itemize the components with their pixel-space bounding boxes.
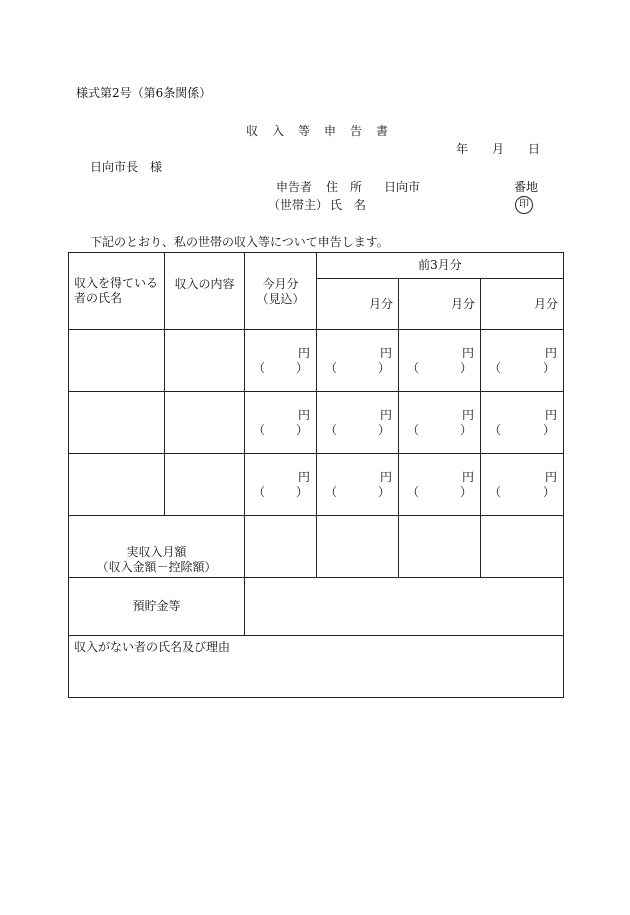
savings-value[interactable] <box>245 578 564 636</box>
no-income-label: 収入がない者の氏名及び理由 <box>74 640 231 654</box>
amount-cell[interactable]: 円 （ ） <box>481 392 564 454</box>
amount-cell[interactable]: 円 （ ） <box>481 454 564 516</box>
header-month-2: 月分 <box>399 279 481 330</box>
income-table <box>68 252 564 698</box>
amount-cell[interactable]: 円 （ ） <box>245 330 317 392</box>
amount-cell[interactable]: 円 （ ） <box>399 330 481 392</box>
savings-label: 預貯金等 <box>69 578 245 636</box>
income-content-cell[interactable] <box>165 454 245 516</box>
amount-cell[interactable]: 円 （ ） <box>317 392 399 454</box>
income-content-cell[interactable] <box>165 330 245 392</box>
addressee: 日向市長 様 <box>90 160 163 174</box>
net-income-label: 実収入月額 （収入金額－控除額） <box>69 516 245 578</box>
income-content-cell[interactable] <box>165 392 245 454</box>
net-income-month-3[interactable] <box>481 516 564 578</box>
amount-cell[interactable]: 円 （ ） <box>317 330 399 392</box>
header-month-1: 月分 <box>317 279 399 330</box>
name-label: 氏 名 <box>330 198 367 212</box>
document-title: 収 入 等 申 告 書 <box>246 124 390 138</box>
net-income-month-1[interactable] <box>317 516 399 578</box>
banchi-label: 番地 <box>514 180 539 194</box>
earner-name-cell[interactable] <box>69 392 165 454</box>
amount-cell[interactable]: 円 （ ） <box>399 454 481 516</box>
intro-text: 下記のとおり、私の世帯の収入等について申告します。 <box>90 235 389 249</box>
seal-mark: 印 <box>515 196 533 214</box>
table-row <box>69 454 564 516</box>
household-head-label: （世帯主） <box>268 198 329 212</box>
table-row <box>69 330 564 392</box>
header-income-content: 収入の内容 <box>165 253 245 330</box>
savings-row <box>69 578 564 636</box>
earner-name-cell[interactable] <box>69 330 165 392</box>
address-label: 住 所 <box>326 180 363 194</box>
table-row <box>69 392 564 454</box>
header-this-month: 今月分 （見込） <box>245 253 317 330</box>
applicant-label: 申告者 <box>276 180 313 194</box>
earner-name-cell[interactable] <box>69 454 165 516</box>
net-income-month-2[interactable] <box>399 516 481 578</box>
amount-cell[interactable]: 円 （ ） <box>481 330 564 392</box>
header-earner-name: 収入を得ている 者の氏名 <box>69 253 165 330</box>
amount-cell[interactable]: 円 （ ） <box>245 454 317 516</box>
date-year: 年 <box>456 142 469 156</box>
net-income-this-month[interactable] <box>245 516 317 578</box>
form-number: 様式第2号（第6条関係） <box>76 86 212 100</box>
header-prev-3-months: 前3月分 <box>317 253 564 279</box>
date-month: 月 <box>492 142 505 156</box>
amount-cell[interactable]: 円 （ ） <box>317 454 399 516</box>
date-day: 日 <box>528 142 541 156</box>
amount-cell[interactable]: 円 （ ） <box>399 392 481 454</box>
no-income-row <box>69 636 564 698</box>
city-name: 日向市 <box>384 180 421 194</box>
net-income-row <box>69 516 564 578</box>
header-month-3: 月分 <box>481 279 564 330</box>
amount-cell[interactable]: 円 （ ） <box>245 392 317 454</box>
no-income-field[interactable] <box>69 636 564 698</box>
